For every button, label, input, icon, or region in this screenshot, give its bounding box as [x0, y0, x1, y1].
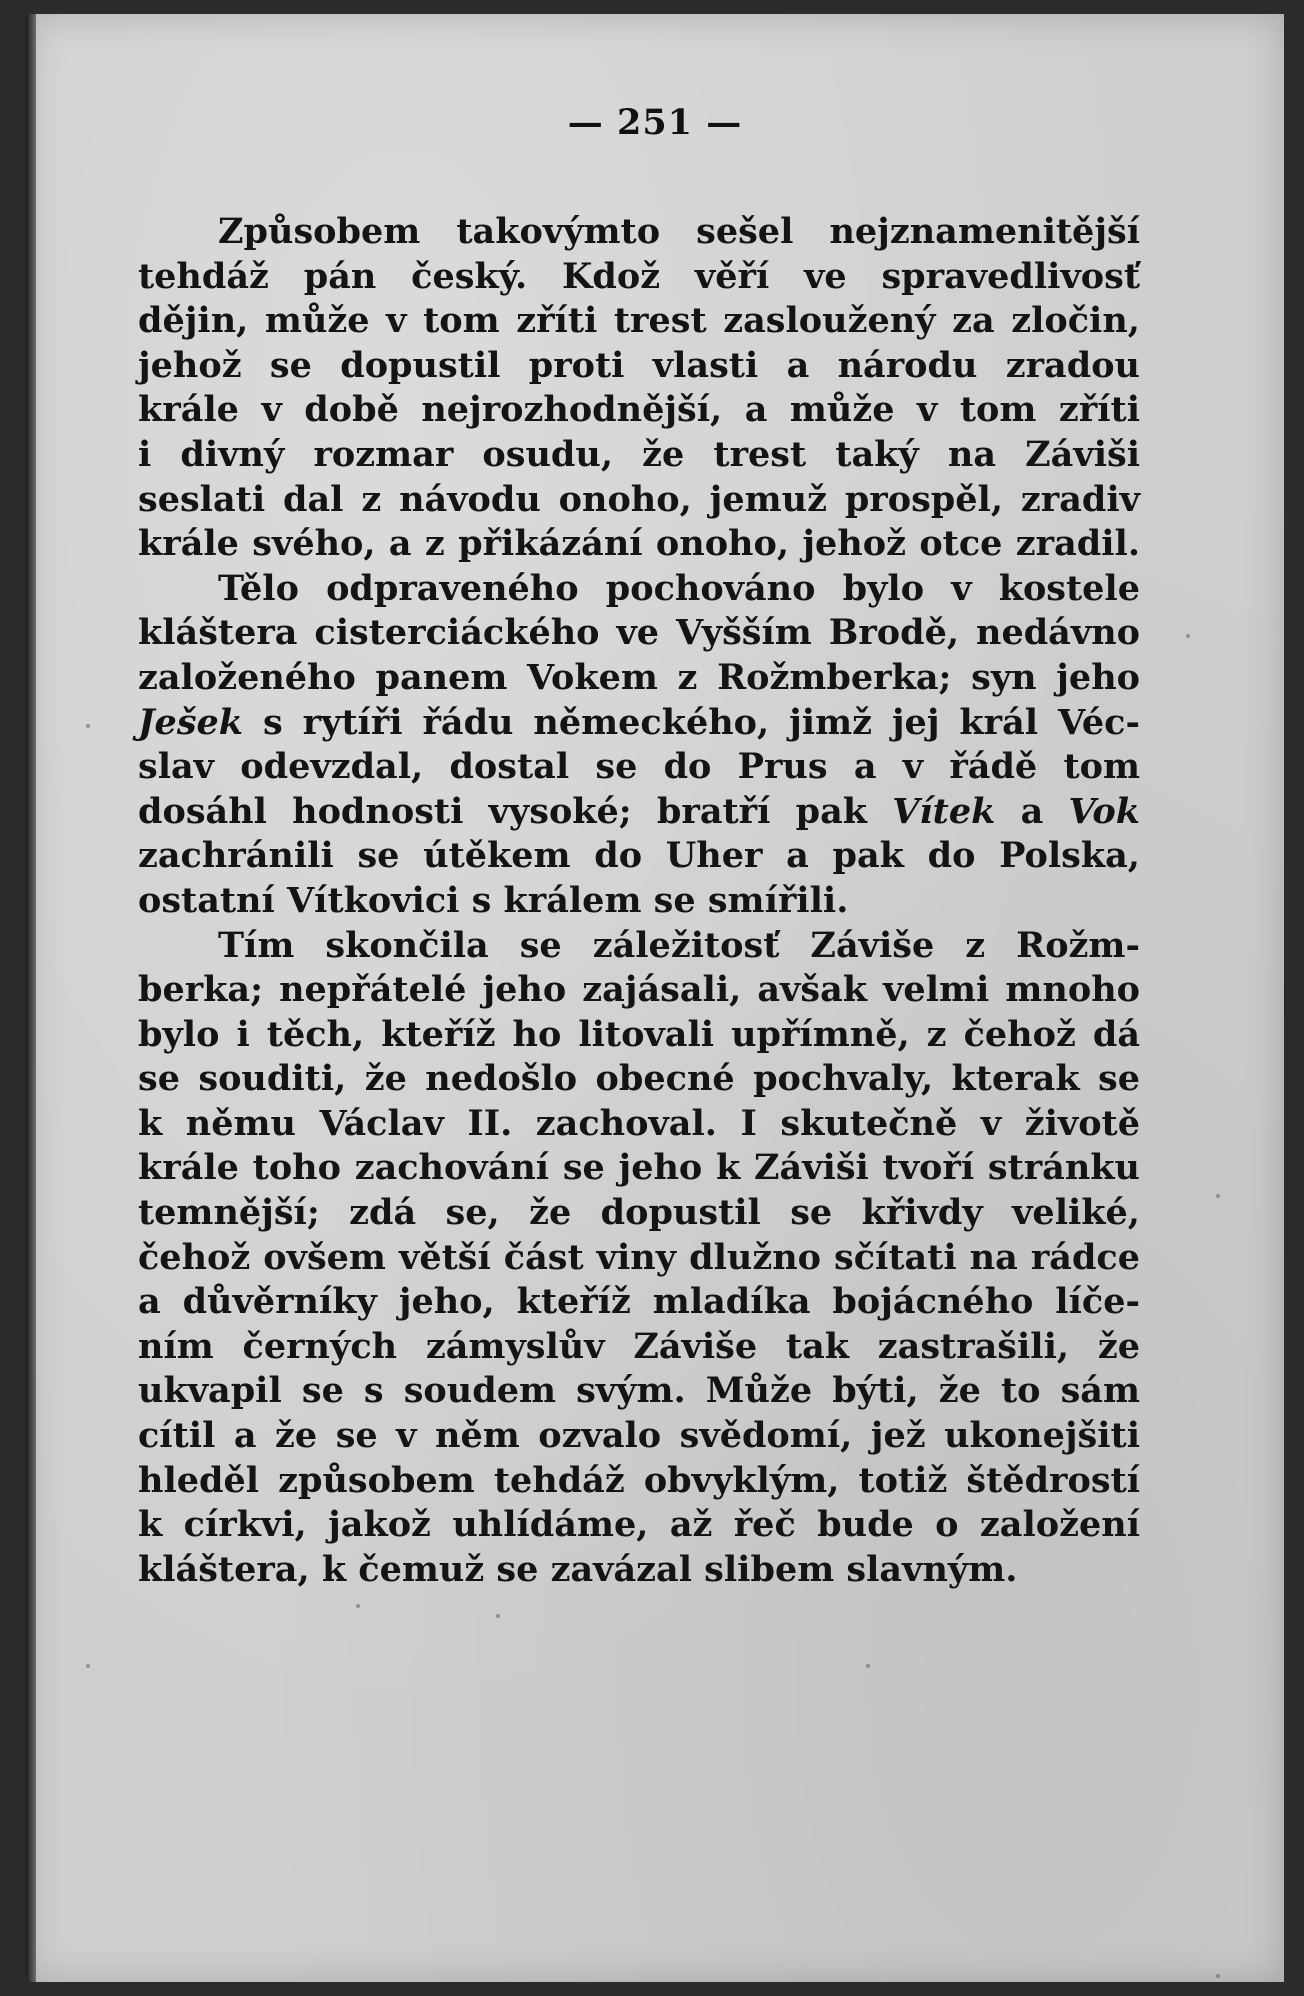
italic-name: Vítek [892, 790, 996, 832]
speck [1216, 1974, 1220, 1978]
text-line: založeného panem Vokem z Rožmberka; syn jeho [138, 656, 1140, 698]
body-text [138, 210, 1140, 1592]
text-fragment: a [1020, 790, 1044, 832]
text-fragment: s rytíři řádu německého, jimž jej král Véc- [262, 701, 1140, 743]
speck [496, 1614, 500, 1618]
italic-name: Ješek [138, 701, 244, 743]
text-line: Tím skončila se záležitosť Záviše z Rožm- [218, 924, 1140, 966]
book-page [26, 14, 1284, 1982]
text-line: cítil a že se v něm ozvalo svědomí, jež ukonejšiti [138, 1415, 1140, 1457]
text-line: krále svého, a z přikázání onoho, jehož otce zradil. [138, 523, 1140, 565]
speck [1216, 1194, 1220, 1198]
text-line: k církvi, jakož uhlídáme, až řeč bude o založení [138, 1504, 1140, 1546]
page-number: — 251 — [567, 102, 743, 143]
text-line: krále v době nejrozhodnější, a může v tom zříti [138, 389, 1140, 431]
text-line: ním černých zámyslův Záviše tak zastrašili, že [138, 1325, 1140, 1367]
text-line: Tělo odpraveného pochováno bylo v kostele [218, 567, 1140, 609]
speck [1186, 634, 1190, 638]
text-line: kláštera, k čemuž se zavázal slibem slavným. [138, 1548, 1018, 1590]
text-line: seslati dal z návodu onoho, jemuž prospěl, zradiv [138, 478, 1140, 520]
text-line: kláštera cisterciáckého ve Vyšším Brodě, nedávno [138, 612, 1140, 654]
page-spine-shadow [26, 14, 36, 1982]
text-line: Způsobem takovýmto sešel nejznamenitější [218, 211, 1140, 252]
text-line: čehož ovšem větší část viny dlužno sčítati na rádce [138, 1236, 1140, 1278]
text-line: a důvěrníky jeho, kteříž mladíka bojácného líče- [138, 1281, 1140, 1323]
text-line: jehož se dopustil proti vlasti a národu zradou [138, 344, 1140, 386]
speck [86, 1664, 90, 1668]
text-line: krále toho zachování se jeho k Záviši tvoří stránku [138, 1147, 1140, 1189]
text-line: k němu Václav II. zachoval. I skutečně v životě [138, 1102, 1140, 1144]
text-line: dějin, může v tom zříti trest zasloužený za zločin, [138, 300, 1140, 342]
text-line: zachránili se útěkem do Uher a pak do Polska, [138, 835, 1140, 877]
text-line: slav odevzdal, dostal se do Prus a v řádě tom [138, 746, 1140, 788]
text-line: ostatní Vítkovici s králem se smířili. [138, 879, 849, 921]
italic-name: Vok [1068, 790, 1141, 832]
speck [356, 1604, 360, 1608]
text-line [138, 701, 1140, 746]
text-fragment: dosáhl hodnosti vysoké; bratří pak [138, 790, 868, 832]
speck [86, 724, 90, 728]
speck [866, 1664, 870, 1668]
text-line: berka; nepřátelé jeho zajásali, avšak velmi mnoho [138, 969, 1140, 1011]
text-line: se souditi, že nedošlo obecné pochvaly, kterak se [138, 1058, 1140, 1100]
text-line: tehdáž pán český. Kdož věří ve spravedlivosť [138, 255, 1140, 297]
text-line: ukvapil se s soudem svým. Může býti, že to sám [138, 1370, 1140, 1412]
text-line [138, 790, 1140, 835]
text-line: bylo i těch, kteříž ho litovali upřímně, z čehož dá [138, 1013, 1140, 1055]
text-line: temnější; zdá se, že dopustil se křivdy veliké, [138, 1192, 1140, 1234]
text-line: i divný rozmar osudu, že trest taký na Záviši [138, 433, 1140, 475]
text-line: hleděl způsobem tehdáž obvyklým, totiž štědrostí [138, 1459, 1140, 1501]
